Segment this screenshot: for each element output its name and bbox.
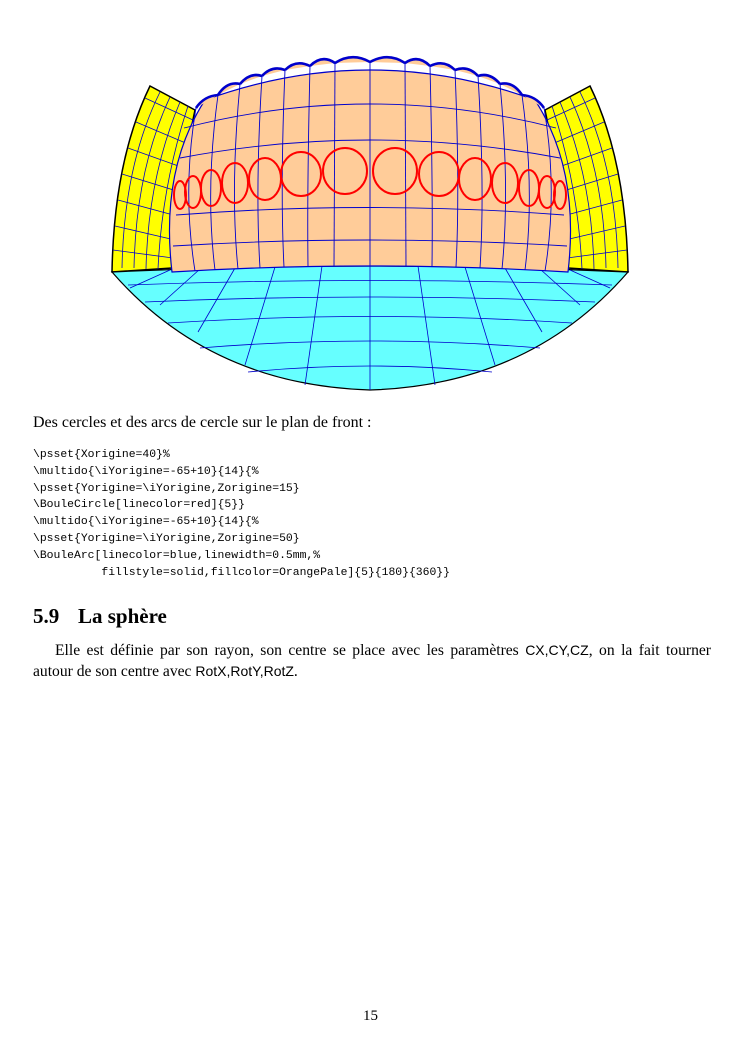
code-line: \multido{\iYorigine=-65+10}{14}{% [33, 516, 259, 529]
section-title: La sphère [78, 604, 167, 628]
code-line: \psset{Xorigine=40}% [33, 449, 170, 461]
fisheye-figure [100, 40, 640, 400]
intro-text: Des cercles et des arcs de cercle sur le plan de front : [33, 414, 372, 431]
section-heading [33, 604, 167, 629]
section-number: 5.9 [33, 604, 60, 628]
code-line: \BouleCircle[linecolor=red]{5}} [33, 499, 245, 512]
param-names-center: CX,CY,CZ [525, 642, 589, 658]
code-listing [33, 447, 450, 581]
code-line: \psset{Yorigine=\iYorigine,Zorigine=50} [33, 532, 300, 545]
code-line: \multido{\iYorigine=-65+10}{14}{% [33, 465, 259, 478]
param-names-rotation: RotX,RotY,RotZ [195, 663, 294, 679]
page-number: 15 [363, 1008, 378, 1024]
paragraph-text: Elle est définie par son rayon, son centre se place avec les paramètres [55, 642, 526, 659]
paragraph-text: , on la fait tourner autour de son centre avec [33, 642, 712, 680]
code-line: \psset{Yorigine=\iYorigine,Zorigine=15} [33, 482, 300, 495]
code-line: fillstyle=solid,fillcolor=OrangePale]{5}{180}{360}} [33, 566, 450, 579]
section-paragraph [33, 640, 711, 682]
code-line: \BouleArc[linecolor=blue,linewidth=0.5mm,% [33, 549, 321, 562]
paragraph-text: . [293, 663, 298, 680]
